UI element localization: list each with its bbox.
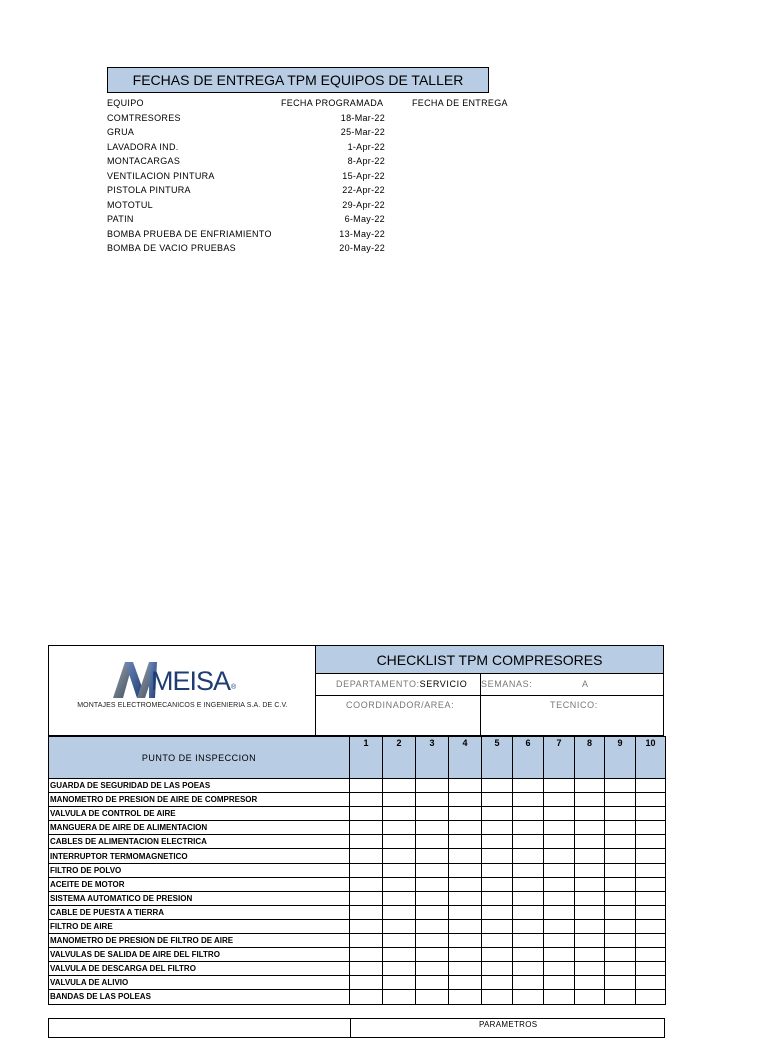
check-cell[interactable] <box>482 807 513 821</box>
logo-wordmark: MEISA <box>151 666 231 696</box>
check-cell[interactable] <box>513 934 544 948</box>
check-cell[interactable] <box>350 976 383 990</box>
check-cell[interactable] <box>350 835 383 849</box>
inspection-row <box>49 807 666 821</box>
check-cell[interactable] <box>383 779 416 793</box>
inspection-item-label: CABLE DE PUESTA A TIERRA <box>49 905 350 919</box>
logo-cell <box>49 646 316 735</box>
check-cell[interactable] <box>544 962 575 976</box>
company-name: MONTAJES ELECTROMECANICOS E INGENIERIA S.A. DE C.V. <box>77 702 288 709</box>
equipo-cell: MOTOTUL <box>107 199 153 210</box>
check-cell[interactable] <box>575 779 605 793</box>
department-row <box>316 674 663 696</box>
inspection-item-label: ACEITE DE MOTOR <box>49 877 350 891</box>
check-cell[interactable] <box>636 891 666 905</box>
check-cell[interactable] <box>482 863 513 877</box>
check-cell[interactable] <box>416 835 449 849</box>
inspection-item-label: FILTRO DE AIRE <box>49 919 350 933</box>
schedule-row <box>107 111 522 126</box>
check-cell[interactable] <box>482 990 513 1004</box>
check-cell[interactable] <box>636 807 666 821</box>
check-cell[interactable] <box>544 919 575 933</box>
inspection-row <box>49 863 666 877</box>
inspection-item-label: FILTRO DE POLVO <box>49 863 350 877</box>
week-column-header: 7 <box>544 737 575 779</box>
schedule-row <box>107 212 522 227</box>
check-cell[interactable] <box>449 976 482 990</box>
inspection-item-label: VALVULAS DE SALIDA DE AIRE DEL FILTRO <box>49 948 350 962</box>
schedule-row <box>107 198 522 213</box>
inspection-item-label: MANGUERA DE AIRE DE ALIMENTACION <box>49 821 350 835</box>
equipo-cell: COMTRESORES <box>107 112 181 123</box>
fecha-entrega-cell <box>412 111 522 126</box>
check-cell[interactable] <box>350 990 383 1004</box>
check-cell[interactable] <box>575 821 605 835</box>
check-cell[interactable] <box>383 849 416 863</box>
check-cell[interactable] <box>575 948 605 962</box>
fecha-programada-cell: 29-Apr-22 <box>342 199 385 210</box>
row-divider <box>480 696 481 735</box>
check-cell[interactable] <box>544 821 575 835</box>
schedule-row <box>107 183 522 198</box>
check-cell[interactable] <box>513 919 544 933</box>
fecha-entrega-cell <box>412 212 522 227</box>
tecnico-label: TECNICO: <box>550 700 598 710</box>
check-cell[interactable] <box>575 962 605 976</box>
check-cell[interactable] <box>605 976 636 990</box>
check-cell[interactable] <box>575 863 605 877</box>
check-cell[interactable] <box>636 976 666 990</box>
equipo-cell: BOMBA PRUEBA DE ENFRIAMIENTO <box>107 228 272 239</box>
fecha-entrega-cell <box>412 125 522 140</box>
check-cell[interactable] <box>482 835 513 849</box>
checklist-header <box>48 645 664 736</box>
inspection-item-label: MANOMETRO DE PRESION DE AIRE DE COMPRESOR <box>49 793 350 807</box>
check-cell[interactable] <box>513 863 544 877</box>
check-cell[interactable] <box>383 962 416 976</box>
check-cell[interactable] <box>383 905 416 919</box>
check-cell[interactable] <box>350 779 383 793</box>
punto-inspeccion-header: PUNTO DE INSPECCION <box>49 737 350 779</box>
check-cell[interactable] <box>383 948 416 962</box>
check-cell[interactable] <box>350 863 383 877</box>
check-cell[interactable] <box>636 905 666 919</box>
week-column-header: 3 <box>416 737 449 779</box>
check-cell[interactable] <box>544 891 575 905</box>
equipo-cell: PATIN <box>107 214 134 224</box>
check-cell[interactable] <box>636 863 666 877</box>
check-cell[interactable] <box>449 934 482 948</box>
check-cell[interactable] <box>605 849 636 863</box>
equipo-cell: LAVADORA IND. <box>107 141 179 152</box>
inspection-item-label: GUARDA DE SEGURIDAD DE LAS POEAS <box>49 779 350 793</box>
fecha-entrega-cell <box>412 241 522 256</box>
inspection-row <box>49 976 666 990</box>
check-cell[interactable] <box>605 962 636 976</box>
check-cell[interactable] <box>482 779 513 793</box>
schedule-row <box>107 154 522 169</box>
week-column-header: 4 <box>449 737 482 779</box>
check-cell[interactable] <box>575 905 605 919</box>
check-cell[interactable] <box>605 948 636 962</box>
equipo-cell: PISTOLA PINTURA <box>107 185 191 195</box>
fecha-programada-cell: 20-May-22 <box>339 243 385 253</box>
check-cell[interactable] <box>636 779 666 793</box>
check-cell[interactable] <box>513 990 544 1004</box>
inspection-row <box>49 905 666 919</box>
check-cell[interactable] <box>513 793 544 807</box>
check-cell[interactable] <box>416 976 449 990</box>
week-column-header: 1 <box>350 737 383 779</box>
check-cell[interactable] <box>449 919 482 933</box>
equipo-cell: BOMBA DE VACIO PRUEBAS <box>107 243 236 253</box>
coordinator-row <box>316 696 663 735</box>
check-cell[interactable] <box>575 807 605 821</box>
fecha-programada-cell: 1-Apr-22 <box>347 141 385 152</box>
check-cell[interactable] <box>416 934 449 948</box>
inspection-row <box>49 962 666 976</box>
departamento-value: SERVICIO <box>419 679 468 689</box>
check-cell[interactable] <box>449 948 482 962</box>
check-cell[interactable] <box>544 849 575 863</box>
schedule-header-row <box>107 96 522 111</box>
check-cell[interactable] <box>482 877 513 891</box>
check-cell[interactable] <box>482 891 513 905</box>
coordinador-label: COORDINADOR/AREA: <box>346 700 455 710</box>
check-cell[interactable] <box>636 793 666 807</box>
check-cell[interactable] <box>513 849 544 863</box>
check-cell[interactable] <box>513 821 544 835</box>
check-cell[interactable] <box>605 905 636 919</box>
check-cell[interactable] <box>544 934 575 948</box>
check-cell[interactable] <box>575 891 605 905</box>
check-cell[interactable] <box>605 919 636 933</box>
check-cell[interactable] <box>383 891 416 905</box>
week-column-header: 8 <box>575 737 605 779</box>
check-cell[interactable] <box>416 793 449 807</box>
check-cell[interactable] <box>350 877 383 891</box>
check-cell[interactable] <box>605 779 636 793</box>
fecha-programada-cell: 25-Mar-22 <box>340 127 385 137</box>
check-cell[interactable] <box>605 835 636 849</box>
check-cell[interactable] <box>513 962 544 976</box>
check-cell[interactable] <box>383 919 416 933</box>
check-cell[interactable] <box>482 919 513 933</box>
check-cell[interactable] <box>513 835 544 849</box>
check-cell[interactable] <box>449 863 482 877</box>
check-cell[interactable] <box>636 990 666 1004</box>
check-cell[interactable] <box>416 821 449 835</box>
check-cell[interactable] <box>383 877 416 891</box>
check-cell[interactable] <box>513 976 544 990</box>
check-cell[interactable] <box>636 849 666 863</box>
check-cell[interactable] <box>605 863 636 877</box>
inspection-row <box>49 835 666 849</box>
inspection-item-label: VALVULA DE DESCARGA DEL FILTRO <box>49 962 350 976</box>
week-column-header: 9 <box>605 737 636 779</box>
check-cell[interactable] <box>449 821 482 835</box>
check-cell[interactable] <box>544 990 575 1004</box>
check-cell[interactable] <box>350 807 383 821</box>
check-cell[interactable] <box>636 934 666 948</box>
fecha-programada-cell: 15-Apr-22 <box>342 170 385 181</box>
check-cell[interactable] <box>636 835 666 849</box>
week-column-header: 5 <box>482 737 513 779</box>
check-cell[interactable] <box>416 863 449 877</box>
fecha-programada-cell: 13-May-22 <box>339 228 385 239</box>
check-cell[interactable] <box>544 863 575 877</box>
check-cell[interactable] <box>513 807 544 821</box>
check-cell[interactable] <box>350 962 383 976</box>
check-cell[interactable] <box>482 948 513 962</box>
check-cell[interactable] <box>383 976 416 990</box>
check-cell[interactable] <box>449 877 482 891</box>
check-cell[interactable] <box>544 793 575 807</box>
inspection-item-label: VALVULA DE CONTROL DE AIRE <box>49 807 350 821</box>
semanas-label: SEMANAS: <box>481 679 533 689</box>
check-cell[interactable] <box>636 877 666 891</box>
inspection-item-label: BANDAS DE LAS POLEAS <box>49 990 350 1004</box>
inspection-row <box>49 793 666 807</box>
inspection-row <box>49 849 666 863</box>
check-cell[interactable] <box>605 891 636 905</box>
check-cell[interactable] <box>449 835 482 849</box>
check-cell[interactable] <box>636 948 666 962</box>
check-cell[interactable] <box>575 976 605 990</box>
check-cell[interactable] <box>605 821 636 835</box>
check-cell[interactable] <box>482 905 513 919</box>
check-cell[interactable] <box>350 934 383 948</box>
checklist-title: CHECKLIST TPM COMPRESORES <box>316 646 663 674</box>
check-cell[interactable] <box>636 962 666 976</box>
semanas-a-label: A <box>582 679 589 689</box>
check-cell[interactable] <box>383 990 416 1004</box>
check-cell[interactable] <box>544 976 575 990</box>
inspection-item-label: CABLES DE ALIMENTACION ELECTRICA <box>49 835 350 849</box>
inspection-row <box>49 934 666 948</box>
check-cell[interactable] <box>449 990 482 1004</box>
fecha-entrega-cell <box>412 227 522 242</box>
check-cell[interactable] <box>449 891 482 905</box>
fecha-entrega-cell <box>412 154 522 169</box>
check-cell[interactable] <box>416 779 449 793</box>
check-cell[interactable] <box>350 905 383 919</box>
check-cell[interactable] <box>482 962 513 976</box>
grid-header-row <box>49 737 666 779</box>
check-cell[interactable] <box>605 990 636 1004</box>
check-cell[interactable] <box>482 976 513 990</box>
check-cell[interactable] <box>575 934 605 948</box>
schedule-row <box>107 227 522 242</box>
week-column-header: 2 <box>383 737 416 779</box>
week-column-header: 6 <box>513 737 544 779</box>
check-cell[interactable] <box>449 849 482 863</box>
header-equipo: EQUIPO <box>107 98 144 108</box>
equipo-cell: GRUA <box>107 127 135 137</box>
logo-registered-mark: ® <box>231 684 237 691</box>
check-cell[interactable] <box>482 849 513 863</box>
week-column-header: 10 <box>636 737 666 779</box>
check-cell[interactable] <box>383 821 416 835</box>
header-fecha-entrega: FECHA DE ENTREGA <box>412 98 508 108</box>
fecha-entrega-cell <box>412 183 522 198</box>
check-cell[interactable] <box>605 807 636 821</box>
schedule-table <box>107 96 522 256</box>
parametros-divider <box>350 1019 351 1037</box>
check-cell[interactable] <box>544 905 575 919</box>
schedule-row <box>107 140 522 155</box>
schedule-title: FECHAS DE ENTREGA TPM EQUIPOS DE TALLER <box>107 67 489 93</box>
check-cell[interactable] <box>449 807 482 821</box>
check-cell[interactable] <box>449 905 482 919</box>
check-cell[interactable] <box>416 807 449 821</box>
check-cell[interactable] <box>513 905 544 919</box>
check-cell[interactable] <box>544 877 575 891</box>
inspection-row <box>49 779 666 793</box>
schedule-row <box>107 125 522 140</box>
check-cell[interactable] <box>513 779 544 793</box>
check-cell[interactable] <box>605 877 636 891</box>
fecha-programada-cell: 18-Mar-22 <box>340 112 385 123</box>
check-cell[interactable] <box>416 919 449 933</box>
check-cell[interactable] <box>416 849 449 863</box>
check-cell[interactable] <box>449 793 482 807</box>
inspection-grid <box>48 736 666 1005</box>
fecha-entrega-cell <box>412 169 522 184</box>
equipo-cell: VENTILACION PINTURA <box>107 170 215 181</box>
check-cell[interactable] <box>449 779 482 793</box>
schedule-row <box>107 169 522 184</box>
check-cell[interactable] <box>416 962 449 976</box>
inspection-row <box>49 990 666 1004</box>
check-cell[interactable] <box>544 779 575 793</box>
check-cell[interactable] <box>482 793 513 807</box>
check-cell[interactable] <box>575 877 605 891</box>
fecha-entrega-cell <box>412 140 522 155</box>
check-cell[interactable] <box>636 919 666 933</box>
header-fecha-programada: FECHA PROGRAMADA <box>281 98 384 108</box>
check-cell[interactable] <box>513 891 544 905</box>
inspection-item-label: INTERRUPTOR TERMOMAGNETICO <box>49 849 350 863</box>
check-cell[interactable] <box>575 990 605 1004</box>
check-cell[interactable] <box>636 821 666 835</box>
inspection-item-label: VALVULA DE ALIVIO <box>49 976 350 990</box>
departamento-field <box>336 679 467 689</box>
check-cell[interactable] <box>575 835 605 849</box>
check-cell[interactable] <box>383 835 416 849</box>
inspection-row <box>49 919 666 933</box>
check-cell[interactable] <box>416 990 449 1004</box>
check-cell[interactable] <box>575 919 605 933</box>
fecha-entrega-cell <box>412 198 522 213</box>
fecha-programada-cell: 8-Apr-22 <box>347 156 385 166</box>
departamento-label: DEPARTAMENTO: <box>336 679 420 689</box>
check-cell[interactable] <box>482 934 513 948</box>
check-cell[interactable] <box>350 919 383 933</box>
equipo-cell: MONTACARGAS <box>107 156 181 166</box>
check-cell[interactable] <box>416 905 449 919</box>
meisa-logo <box>111 660 241 700</box>
check-cell[interactable] <box>544 807 575 821</box>
check-cell[interactable] <box>383 793 416 807</box>
check-cell[interactable] <box>383 807 416 821</box>
check-cell[interactable] <box>605 793 636 807</box>
check-cell[interactable] <box>544 835 575 849</box>
check-cell[interactable] <box>575 849 605 863</box>
inspection-item-label: MANOMETRO DE PRESION DE FILTRO DE AIRE <box>49 934 350 948</box>
schedule-row <box>107 241 522 256</box>
check-cell[interactable] <box>449 962 482 976</box>
check-cell[interactable] <box>383 863 416 877</box>
check-cell[interactable] <box>513 948 544 962</box>
inspection-row <box>49 948 666 962</box>
check-cell[interactable] <box>350 948 383 962</box>
check-cell[interactable] <box>544 948 575 962</box>
check-cell[interactable] <box>416 891 449 905</box>
parametros-box <box>48 1018 665 1038</box>
check-cell[interactable] <box>513 877 544 891</box>
check-cell[interactable] <box>605 934 636 948</box>
check-cell[interactable] <box>350 821 383 835</box>
check-cell[interactable] <box>482 821 513 835</box>
inspection-row <box>49 877 666 891</box>
check-cell[interactable] <box>575 793 605 807</box>
check-cell[interactable] <box>416 948 449 962</box>
check-cell[interactable] <box>416 877 449 891</box>
inspection-row <box>49 821 666 835</box>
fecha-programada-cell: 6-May-22 <box>344 214 385 224</box>
check-cell[interactable] <box>350 891 383 905</box>
check-cell[interactable] <box>383 934 416 948</box>
check-cell[interactable] <box>350 849 383 863</box>
inspection-item-label: SISTEMA AUTOMATICO DE PRESION <box>49 891 350 905</box>
fecha-programada-cell: 22-Apr-22 <box>342 185 385 195</box>
inspection-row <box>49 891 666 905</box>
parametros-label: PARAMETROS <box>479 1020 538 1029</box>
check-cell[interactable] <box>350 793 383 807</box>
